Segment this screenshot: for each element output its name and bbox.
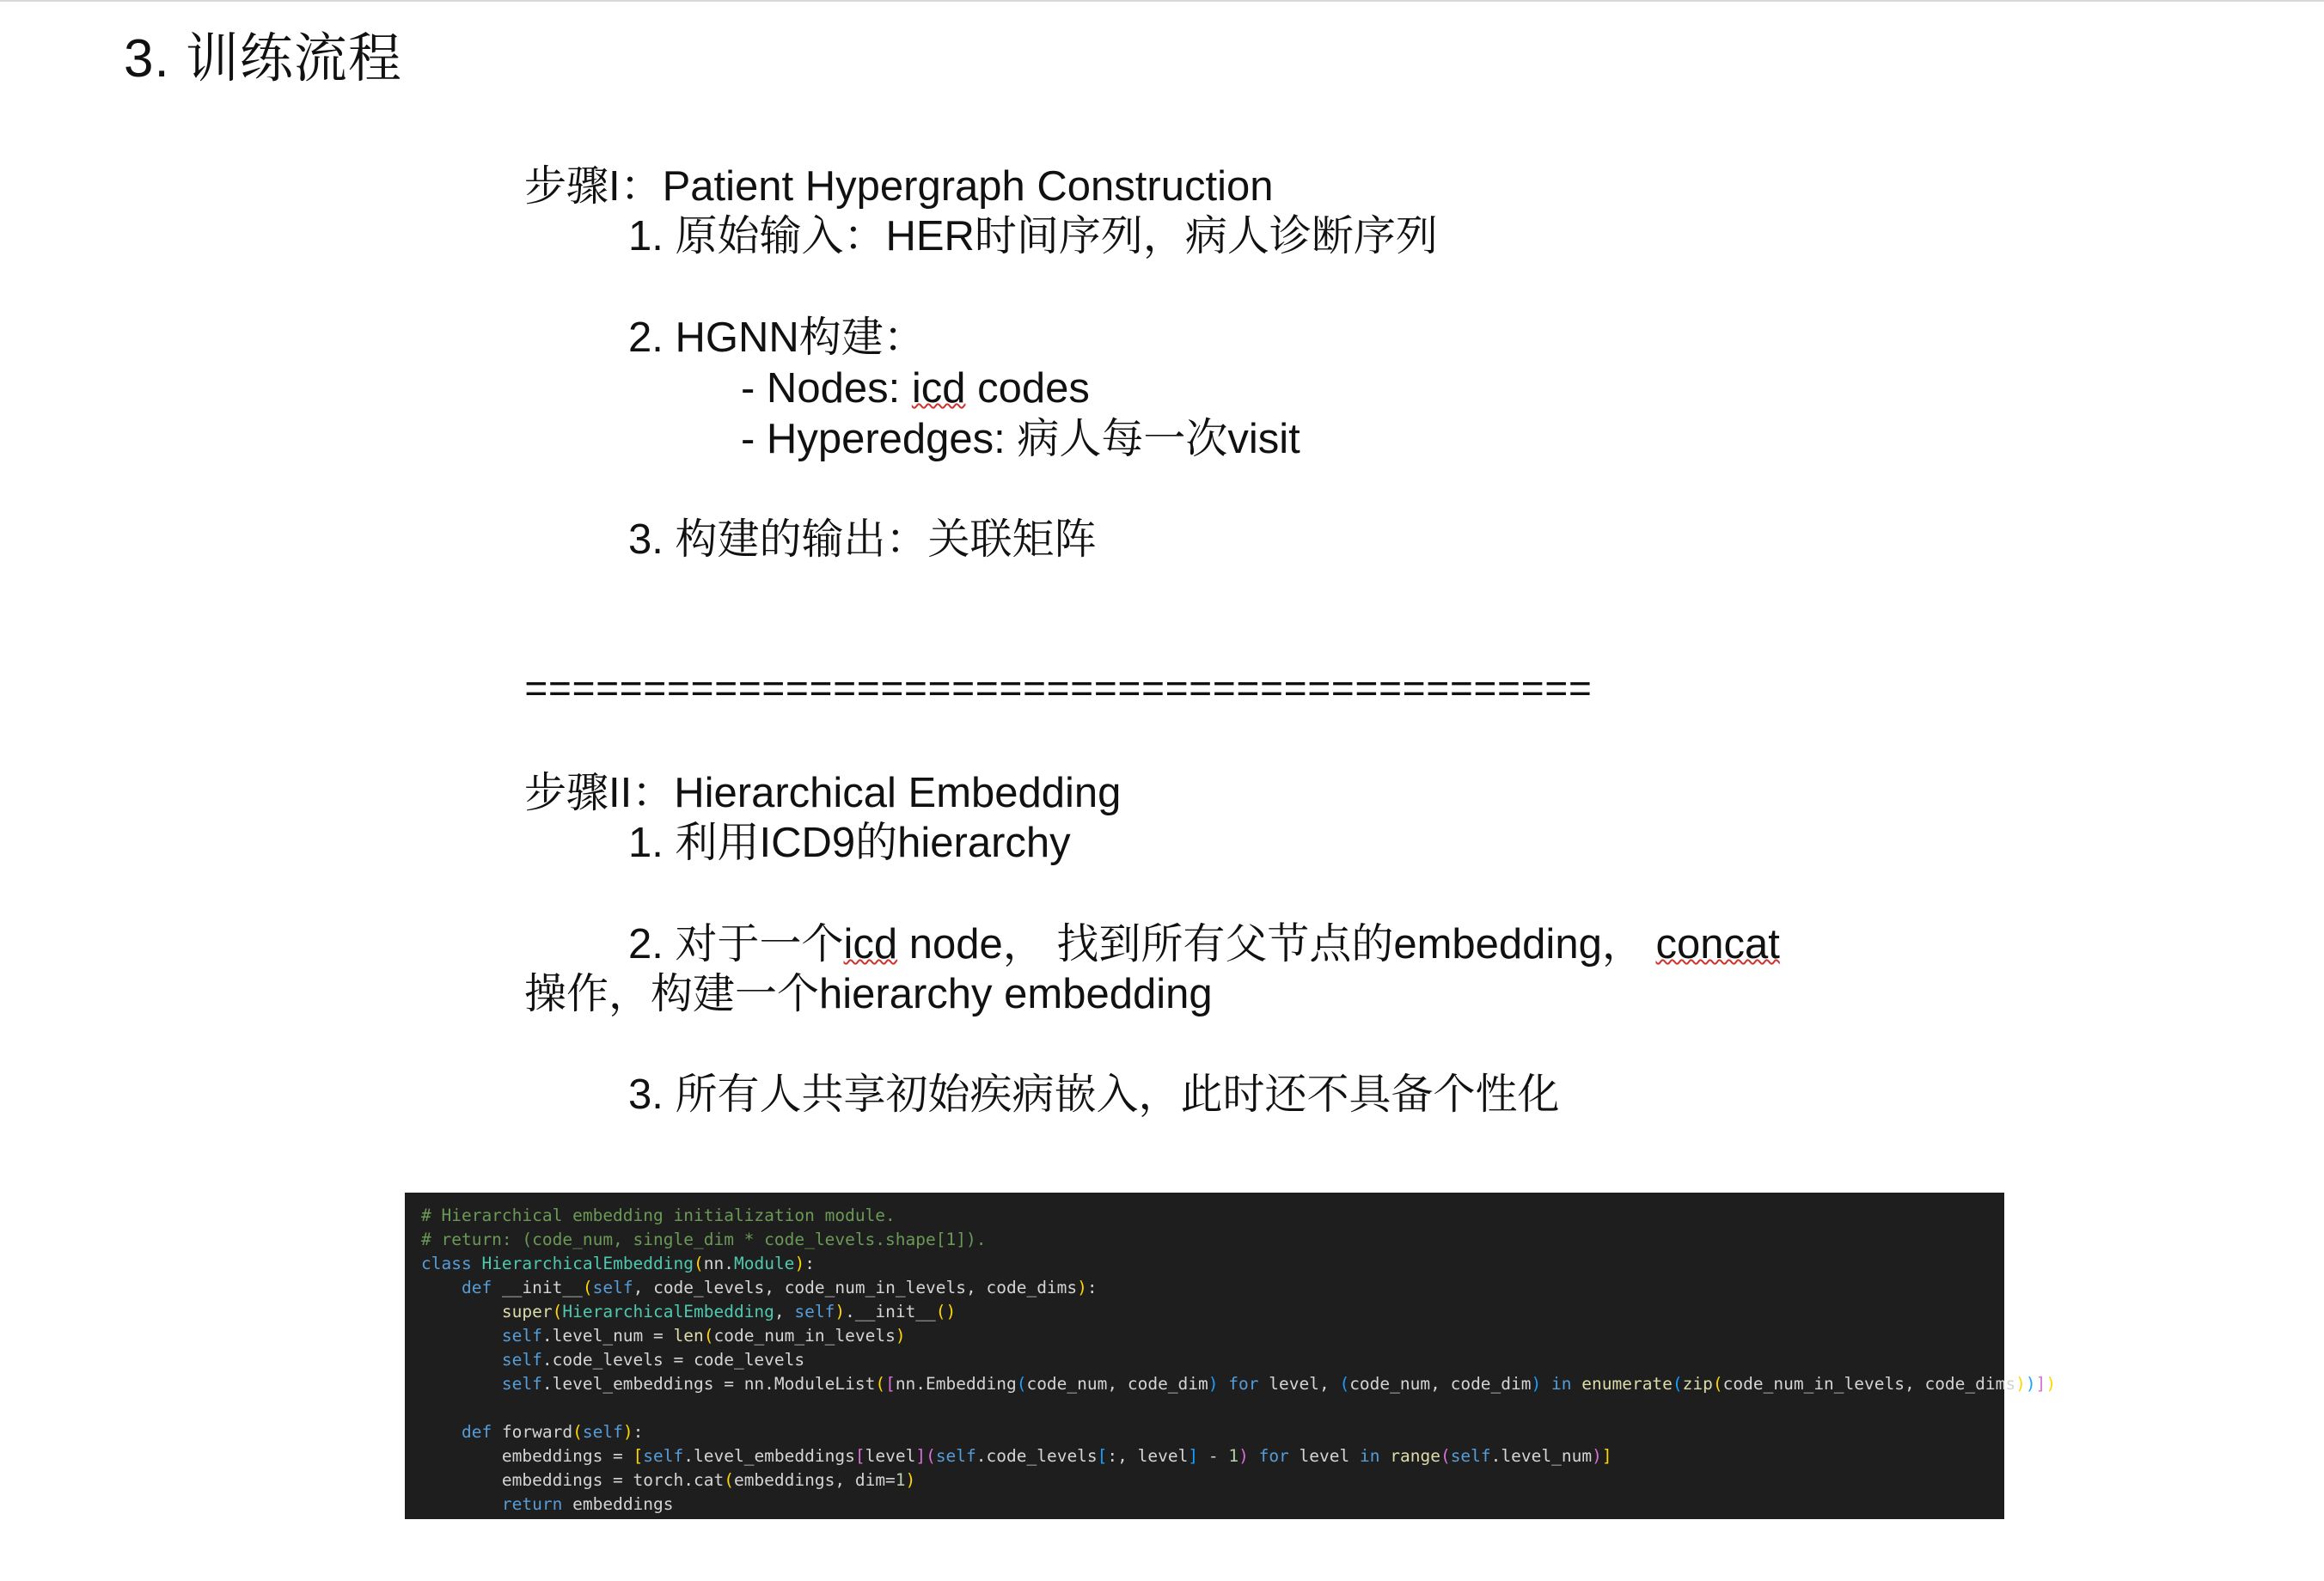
item2-mid: node， 找到所有父节点的embedding， (897, 921, 1656, 968)
code-line: self.code_levels = code_levels (501, 1350, 805, 1370)
step1-nodes (741, 365, 1090, 412)
code-line: return embeddings (501, 1494, 674, 1514)
step1-title: 步骤I：Patient Hypergraph Construction (524, 163, 1274, 210)
step1-item3: 3. 构建的输出：关联矩阵 (628, 516, 1097, 563)
code-line: class HierarchicalEmbedding(nn.Module): (421, 1254, 815, 1273)
page-top-border (0, 0, 2324, 2)
section-heading: 3. 训练流程 (124, 29, 402, 89)
step2-item2-continued: 操作，构建一个hierarchy embedding (524, 971, 1213, 1017)
nodes-prefix: - Nodes: (741, 365, 912, 412)
spellcheck-concat: concat (1655, 921, 1780, 968)
code-line: # return: (code_num, single_dim * code_levels.shape[1]). (421, 1230, 987, 1249)
code-line: self.level_embeddings = nn.ModuleList([nn.Embedding(code_num, code_dim) for level, (code_num, code_dim) in enumerate(zip(code_num_in_levels, code_dims))]) (501, 1374, 2057, 1394)
code-line (421, 1396, 2004, 1420)
step1-item1: 1. 原始输入：HER时间序列，病人诊断序列 (628, 213, 1438, 259)
code-line: def __init__(self, code_levels, code_num_in_levels, code_dims): (461, 1278, 1098, 1297)
nodes-suffix: codes (965, 365, 1090, 412)
step1-hyperedges: - Hyperedges: 病人每一次visit (741, 416, 1300, 462)
step1-item2: 2. HGNN构建： (628, 314, 926, 361)
divider-line: ============================================= (524, 669, 1593, 714)
code-line: embeddings = [self.level_embeddings[level](self.code_levels[:, level] - 1) for level in range(self.level_num)] (421, 1446, 1612, 1466)
code-line: self.level_num = len(code_num_in_levels) (501, 1326, 906, 1346)
step2-item1: 1. 利用ICD9的hierarchy (628, 820, 1071, 866)
step2-item2 (628, 921, 1780, 968)
code-line: def forward(self): (461, 1422, 644, 1442)
code-line: # Hierarchical embedding initialization module. (421, 1206, 896, 1225)
step2-title: 步骤II：Hierarchical Embedding (524, 770, 1122, 816)
code-block-image (405, 1193, 2057, 1519)
spellcheck-icd: icd (911, 365, 966, 412)
step2-item3: 3. 所有人共享初始疾病嵌入，此时还不具备个性化 (628, 1071, 1560, 1118)
code-line: super(HierarchicalEmbedding, self).__init__() (501, 1302, 957, 1322)
item2-prefix: 2. 对于一个 (628, 921, 844, 968)
spellcheck-icd-2: icd (843, 921, 898, 968)
code-line: embeddings = torch.cat(embeddings, dim=1) (421, 1470, 916, 1490)
